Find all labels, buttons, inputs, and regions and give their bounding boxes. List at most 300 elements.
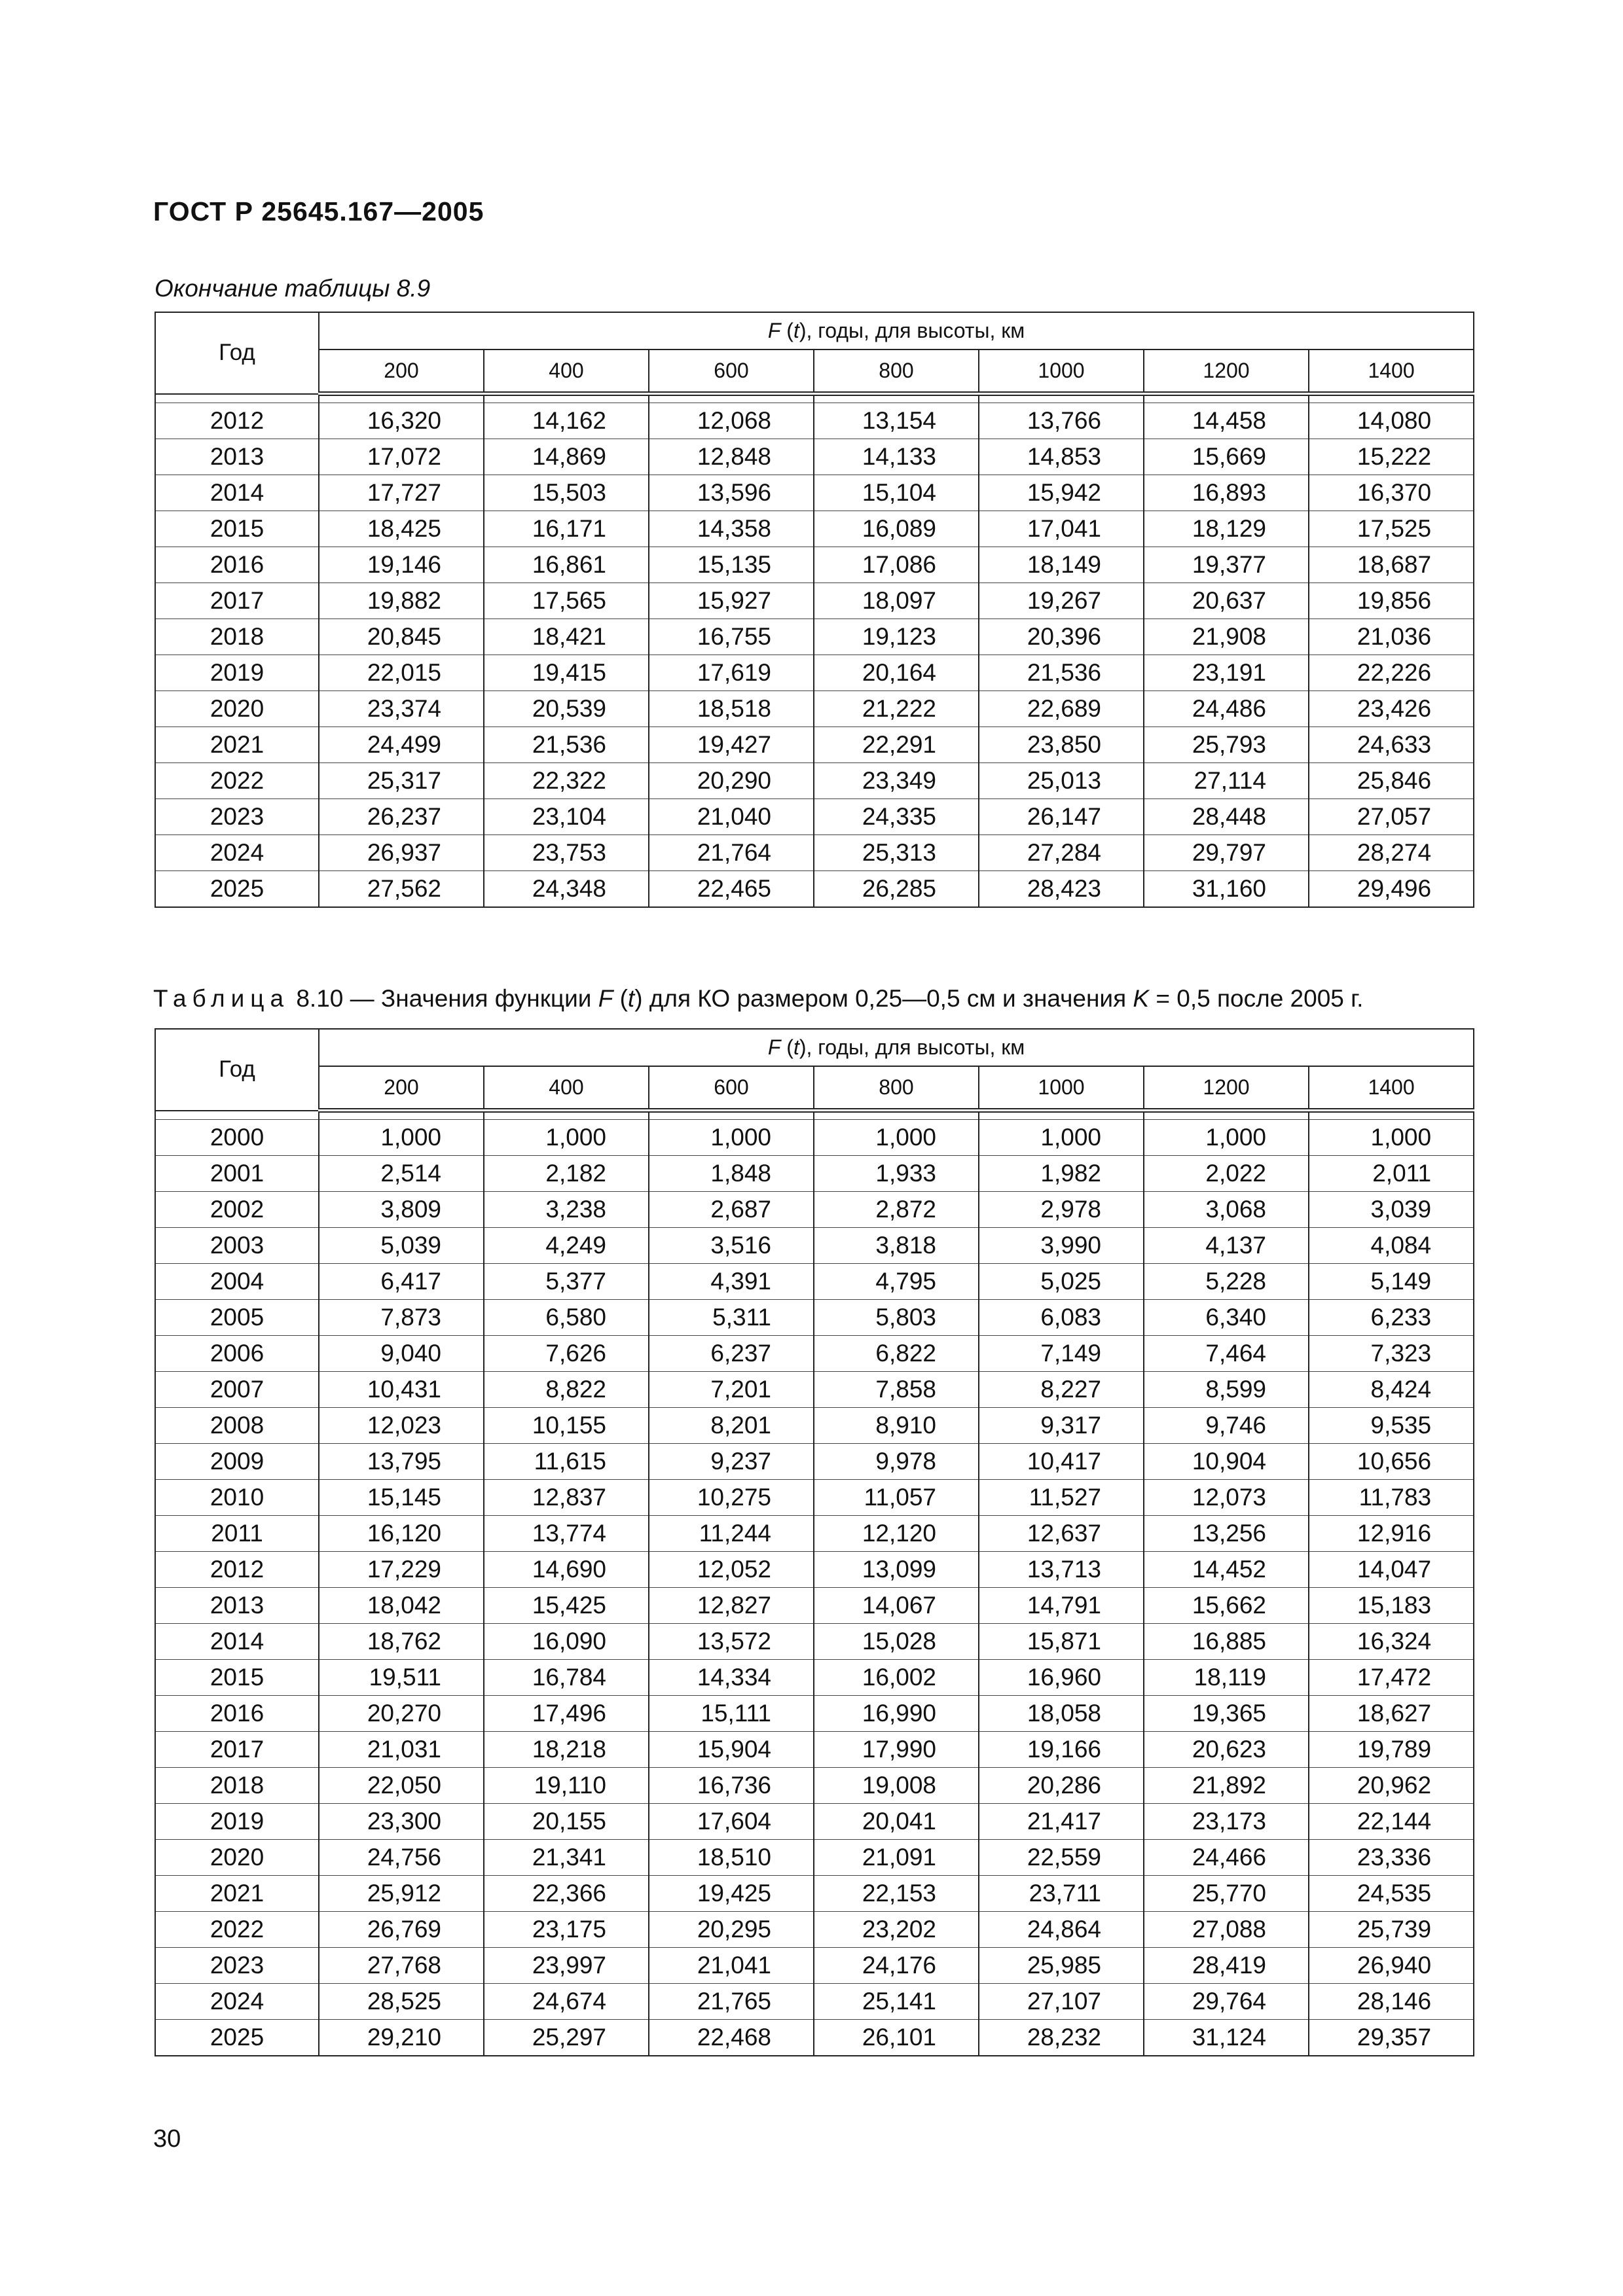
table-row <box>155 1264 1474 1300</box>
value-cell: 17,619 <box>649 655 814 691</box>
function-argument: t <box>793 319 799 342</box>
value-cell: 7,201 <box>649 1372 814 1408</box>
value-cell: 31,160 <box>1144 871 1309 908</box>
value-cell: 6,822 <box>814 1336 979 1372</box>
value-cell: 20,623 <box>1144 1732 1309 1768</box>
k-symbol: K <box>1133 985 1150 1012</box>
value-cell: 1,000 <box>1144 1120 1309 1156</box>
value-cell: 23,191 <box>1144 655 1309 691</box>
value-cell: 19,110 <box>484 1768 649 1804</box>
value-cell: 16,784 <box>484 1660 649 1696</box>
value-cell: 12,052 <box>649 1552 814 1588</box>
table-row <box>155 439 1474 475</box>
value-cell: 24,756 <box>319 1840 484 1876</box>
value-cell: 25,297 <box>484 2020 649 2056</box>
value-cell: 10,904 <box>1144 1444 1309 1480</box>
value-cell: 24,499 <box>319 727 484 763</box>
value-cell: 19,856 <box>1309 583 1474 619</box>
value-cell: 18,421 <box>484 619 649 655</box>
value-cell: 16,320 <box>319 403 484 439</box>
value-cell: 5,803 <box>814 1300 979 1336</box>
table-row <box>155 727 1474 763</box>
value-cell: 23,711 <box>979 1876 1144 1912</box>
value-cell: 17,565 <box>484 583 649 619</box>
year-cell: 2000 <box>155 1120 319 1156</box>
value-cell: 17,086 <box>814 547 979 583</box>
value-cell: 15,222 <box>1309 439 1474 475</box>
value-cell: 22,226 <box>1309 655 1474 691</box>
value-cell: 16,990 <box>814 1696 979 1732</box>
year-cell: 2022 <box>155 1912 319 1948</box>
year-cell: 2025 <box>155 871 319 908</box>
value-cell: 5,228 <box>1144 1264 1309 1300</box>
table-row <box>155 1660 1474 1696</box>
value-cell: 10,417 <box>979 1444 1144 1480</box>
year-cell: 2020 <box>155 691 319 727</box>
value-cell: 16,171 <box>484 511 649 547</box>
value-cell: 29,797 <box>1144 835 1309 871</box>
value-cell: 19,008 <box>814 1768 979 1804</box>
value-cell: 11,527 <box>979 1480 1144 1516</box>
value-cell: 21,536 <box>979 655 1144 691</box>
table-row <box>155 655 1474 691</box>
value-cell: 13,766 <box>979 403 1144 439</box>
value-cell: 4,084 <box>1309 1228 1474 1264</box>
table-row <box>155 1228 1474 1264</box>
value-cell: 14,334 <box>649 1660 814 1696</box>
value-cell: 9,535 <box>1309 1408 1474 1444</box>
value-cell: 14,853 <box>979 439 1144 475</box>
value-cell: 25,793 <box>1144 727 1309 763</box>
year-cell: 2002 <box>155 1192 319 1228</box>
value-cell: 15,028 <box>814 1624 979 1660</box>
table-row <box>155 1876 1474 1912</box>
height-column-header: 600 <box>649 350 814 394</box>
table-row <box>155 1372 1474 1408</box>
value-cell: 16,089 <box>814 511 979 547</box>
value-cell: 15,904 <box>649 1732 814 1768</box>
year-cell: 2012 <box>155 403 319 439</box>
value-cell: 7,323 <box>1309 1336 1474 1372</box>
value-cell: 28,448 <box>1144 799 1309 835</box>
value-cell: 11,057 <box>814 1480 979 1516</box>
value-cell: 19,882 <box>319 583 484 619</box>
value-cell: 18,425 <box>319 511 484 547</box>
value-cell: 19,365 <box>1144 1696 1309 1732</box>
value-cell: 12,827 <box>649 1588 814 1624</box>
value-cell: 21,892 <box>1144 1768 1309 1804</box>
value-cell: 4,795 <box>814 1264 979 1300</box>
value-cell: 18,627 <box>1309 1696 1474 1732</box>
value-cell: 20,396 <box>979 619 1144 655</box>
value-cell: 13,572 <box>649 1624 814 1660</box>
value-cell: 29,496 <box>1309 871 1474 908</box>
value-cell: 25,912 <box>319 1876 484 1912</box>
year-cell: 2020 <box>155 1840 319 1876</box>
value-cell: 1,982 <box>979 1156 1144 1192</box>
table-row <box>155 1408 1474 1444</box>
value-cell: 1,000 <box>484 1120 649 1156</box>
value-cell: 14,791 <box>979 1588 1144 1624</box>
value-cell: 14,690 <box>484 1552 649 1588</box>
value-cell: 24,535 <box>1309 1876 1474 1912</box>
value-cell: 27,114 <box>1144 763 1309 799</box>
value-cell: 3,818 <box>814 1228 979 1264</box>
year-cell: 2008 <box>155 1408 319 1444</box>
year-cell: 2009 <box>155 1444 319 1480</box>
value-cell: 26,285 <box>814 871 979 908</box>
value-cell: 27,562 <box>319 871 484 908</box>
value-cell: 28,419 <box>1144 1948 1309 1984</box>
value-cell: 15,104 <box>814 475 979 511</box>
value-cell: 29,764 <box>1144 1984 1309 2020</box>
value-cell: 18,762 <box>319 1624 484 1660</box>
value-cell: 18,058 <box>979 1696 1144 1732</box>
value-cell: 19,146 <box>319 547 484 583</box>
year-cell: 2016 <box>155 1696 319 1732</box>
value-cell: 19,267 <box>979 583 1144 619</box>
value-cell: 20,164 <box>814 655 979 691</box>
height-column-header: 1400 <box>1309 1066 1474 1111</box>
value-cell: 7,149 <box>979 1336 1144 1372</box>
value-cell: 17,496 <box>484 1696 649 1732</box>
value-cell: 23,175 <box>484 1912 649 1948</box>
value-cell: 5,311 <box>649 1300 814 1336</box>
value-cell: 26,937 <box>319 835 484 871</box>
value-cell: 19,123 <box>814 619 979 655</box>
value-cell: 14,458 <box>1144 403 1309 439</box>
value-cell: 25,770 <box>1144 1876 1309 1912</box>
value-cell: 15,425 <box>484 1588 649 1624</box>
year-cell: 2019 <box>155 1804 319 1840</box>
value-cell: 13,596 <box>649 475 814 511</box>
year-cell: 2024 <box>155 1984 319 2020</box>
value-cell: 15,669 <box>1144 439 1309 475</box>
value-cell: 22,015 <box>319 655 484 691</box>
value-cell: 3,990 <box>979 1228 1144 1264</box>
value-cell: 18,218 <box>484 1732 649 1768</box>
value-cell: 23,426 <box>1309 691 1474 727</box>
year-cell: 2004 <box>155 1264 319 1300</box>
value-cell: 6,237 <box>649 1336 814 1372</box>
value-cell: 21,040 <box>649 799 814 835</box>
value-cell: 15,183 <box>1309 1588 1474 1624</box>
value-cell: 1,933 <box>814 1156 979 1192</box>
height-group-label: , годы, для высоты, км <box>806 1035 1025 1059</box>
height-column-header: 200 <box>319 1066 484 1111</box>
table-row <box>155 871 1474 908</box>
function-argument: t <box>793 1035 799 1059</box>
height-column-header: 1200 <box>1144 1066 1309 1111</box>
value-cell: 8,910 <box>814 1408 979 1444</box>
value-cell: 9,040 <box>319 1336 484 1372</box>
value-cell: 16,002 <box>814 1660 979 1696</box>
value-cell: 19,377 <box>1144 547 1309 583</box>
value-cell: 21,222 <box>814 691 979 727</box>
height-group-header: F (t), годы, для высоты, км <box>319 312 1474 350</box>
value-cell: 20,845 <box>319 619 484 655</box>
document-title: ГОСТ Р 25645.167—2005 <box>153 196 484 226</box>
value-cell: 15,942 <box>979 475 1144 511</box>
value-cell: 24,466 <box>1144 1840 1309 1876</box>
table2-caption: Таблица 8.10 — Значения функции F (t) для КО размером 0,25—0,5 см и значения K = 0,5 после 2005 г. <box>153 985 1364 1012</box>
value-cell: 16,370 <box>1309 475 1474 511</box>
value-cell: 24,864 <box>979 1912 1144 1948</box>
year-cell: 2023 <box>155 799 319 835</box>
value-cell: 22,144 <box>1309 1804 1474 1840</box>
year-cell: 2005 <box>155 1300 319 1336</box>
height-group-label: , годы, для высоты, км <box>806 319 1025 342</box>
value-cell: 26,940 <box>1309 1948 1474 1984</box>
year-cell: 2003 <box>155 1228 319 1264</box>
height-column-header: 1000 <box>979 1066 1144 1111</box>
value-cell: 28,423 <box>979 871 1144 908</box>
value-cell: 21,091 <box>814 1840 979 1876</box>
value-cell: 13,713 <box>979 1552 1144 1588</box>
function-symbol: F <box>767 1035 781 1059</box>
value-cell: 7,858 <box>814 1372 979 1408</box>
year-cell: 2021 <box>155 727 319 763</box>
value-cell: 17,525 <box>1309 511 1474 547</box>
value-cell: 16,885 <box>1144 1624 1309 1660</box>
year-cell: 2022 <box>155 763 319 799</box>
value-cell: 3,039 <box>1309 1192 1474 1228</box>
value-cell: 10,656 <box>1309 1444 1474 1480</box>
table-row <box>155 583 1474 619</box>
value-cell: 16,324 <box>1309 1624 1474 1660</box>
table-row <box>155 835 1474 871</box>
value-cell: 2,872 <box>814 1192 979 1228</box>
value-cell: 21,764 <box>649 835 814 871</box>
value-cell: 1,000 <box>1309 1120 1474 1156</box>
value-cell: 12,120 <box>814 1516 979 1552</box>
function-symbol: F <box>767 319 781 342</box>
value-cell: 27,768 <box>319 1948 484 1984</box>
value-cell: 16,861 <box>484 547 649 583</box>
table-row <box>155 1480 1474 1516</box>
value-cell: 25,317 <box>319 763 484 799</box>
year-cell: 2010 <box>155 1480 319 1516</box>
value-cell: 14,133 <box>814 439 979 475</box>
value-cell: 21,908 <box>1144 619 1309 655</box>
table-row <box>155 1156 1474 1192</box>
value-cell: 20,270 <box>319 1696 484 1732</box>
value-cell: 4,137 <box>1144 1228 1309 1264</box>
value-cell: 23,753 <box>484 835 649 871</box>
value-cell: 26,769 <box>319 1912 484 1948</box>
value-cell: 14,067 <box>814 1588 979 1624</box>
function-symbol: F <box>598 985 613 1012</box>
value-cell: 23,202 <box>814 1912 979 1948</box>
value-cell: 9,237 <box>649 1444 814 1480</box>
value-cell: 15,927 <box>649 583 814 619</box>
value-cell: 13,795 <box>319 1444 484 1480</box>
table-row <box>155 1336 1474 1372</box>
table-row <box>155 799 1474 835</box>
height-column-header: 1200 <box>1144 350 1309 394</box>
value-cell: 14,869 <box>484 439 649 475</box>
value-cell: 8,201 <box>649 1408 814 1444</box>
value-cell: 26,101 <box>814 2020 979 2056</box>
value-cell: 27,088 <box>1144 1912 1309 1948</box>
value-cell: 1,848 <box>649 1156 814 1192</box>
value-cell: 6,340 <box>1144 1300 1309 1336</box>
value-cell: 14,162 <box>484 403 649 439</box>
table-row <box>155 1192 1474 1228</box>
value-cell: 12,637 <box>979 1516 1144 1552</box>
value-cell: 22,465 <box>649 871 814 908</box>
value-cell: 16,755 <box>649 619 814 655</box>
value-cell: 1,000 <box>979 1120 1144 1156</box>
table1-caption: Окончание таблицы 8.9 <box>155 275 431 302</box>
value-cell: 1,000 <box>319 1120 484 1156</box>
value-cell: 17,990 <box>814 1732 979 1768</box>
value-cell: 18,129 <box>1144 511 1309 547</box>
table-8-9-end <box>155 312 1474 908</box>
value-cell: 3,809 <box>319 1192 484 1228</box>
value-cell: 28,232 <box>979 2020 1144 2056</box>
value-cell: 23,300 <box>319 1804 484 1840</box>
value-cell: 14,080 <box>1309 403 1474 439</box>
value-cell: 25,739 <box>1309 1912 1474 1948</box>
height-group-header: F (t), годы, для высоты, км <box>319 1029 1474 1066</box>
value-cell: 22,153 <box>814 1876 979 1912</box>
value-cell: 24,674 <box>484 1984 649 2020</box>
value-cell: 24,348 <box>484 871 649 908</box>
value-cell: 2,978 <box>979 1192 1144 1228</box>
value-cell: 17,604 <box>649 1804 814 1840</box>
table2-body <box>155 1111 1474 2056</box>
value-cell: 17,727 <box>319 475 484 511</box>
table-row <box>155 1804 1474 1840</box>
value-cell: 3,238 <box>484 1192 649 1228</box>
year-column-header: Год <box>155 312 319 394</box>
value-cell: 21,036 <box>1309 619 1474 655</box>
value-cell: 2,687 <box>649 1192 814 1228</box>
page-number: 30 <box>153 2125 181 2153</box>
value-cell: 13,774 <box>484 1516 649 1552</box>
value-cell: 12,848 <box>649 439 814 475</box>
table-row <box>155 1624 1474 1660</box>
value-cell: 3,516 <box>649 1228 814 1264</box>
value-cell: 22,559 <box>979 1840 1144 1876</box>
value-cell: 27,284 <box>979 835 1144 871</box>
table-row <box>155 619 1474 655</box>
value-cell: 24,633 <box>1309 727 1474 763</box>
year-cell: 2014 <box>155 475 319 511</box>
value-cell: 19,511 <box>319 1660 484 1696</box>
value-cell: 20,962 <box>1309 1768 1474 1804</box>
value-cell: 21,536 <box>484 727 649 763</box>
value-cell: 13,099 <box>814 1552 979 1588</box>
value-cell: 28,274 <box>1309 835 1474 871</box>
value-cell: 20,290 <box>649 763 814 799</box>
value-cell: 18,518 <box>649 691 814 727</box>
value-cell: 27,107 <box>979 1984 1144 2020</box>
value-cell: 14,358 <box>649 511 814 547</box>
year-cell: 2013 <box>155 1588 319 1624</box>
value-cell: 22,689 <box>979 691 1144 727</box>
table-row <box>155 763 1474 799</box>
value-cell: 4,391 <box>649 1264 814 1300</box>
value-cell: 5,377 <box>484 1264 649 1300</box>
value-cell: 3,068 <box>1144 1192 1309 1228</box>
year-cell: 2017 <box>155 1732 319 1768</box>
value-cell: 25,141 <box>814 1984 979 2020</box>
value-cell: 9,746 <box>1144 1408 1309 1444</box>
year-cell: 2007 <box>155 1372 319 1408</box>
value-cell: 7,626 <box>484 1336 649 1372</box>
value-cell: 20,295 <box>649 1912 814 1948</box>
value-cell: 16,120 <box>319 1516 484 1552</box>
year-cell: 2017 <box>155 583 319 619</box>
value-cell: 2,011 <box>1309 1156 1474 1192</box>
value-cell: 22,291 <box>814 727 979 763</box>
year-column-header: Год <box>155 1029 319 1111</box>
value-cell: 11,244 <box>649 1516 814 1552</box>
value-cell: 24,486 <box>1144 691 1309 727</box>
value-cell: 1,000 <box>814 1120 979 1156</box>
value-cell: 26,237 <box>319 799 484 835</box>
table-word: Таблица <box>153 985 290 1012</box>
table-row <box>155 1984 1474 2020</box>
table-row <box>155 475 1474 511</box>
value-cell: 23,336 <box>1309 1840 1474 1876</box>
year-cell: 2013 <box>155 439 319 475</box>
value-cell: 16,893 <box>1144 475 1309 511</box>
value-cell: 13,256 <box>1144 1516 1309 1552</box>
value-cell: 22,050 <box>319 1768 484 1804</box>
year-cell: 2023 <box>155 1948 319 1984</box>
year-cell: 2015 <box>155 511 319 547</box>
function-argument: t <box>627 985 635 1012</box>
value-cell: 20,155 <box>484 1804 649 1840</box>
value-cell: 17,229 <box>319 1552 484 1588</box>
value-cell: 7,464 <box>1144 1336 1309 1372</box>
value-cell: 16,736 <box>649 1768 814 1804</box>
value-cell: 23,349 <box>814 763 979 799</box>
value-cell: 5,039 <box>319 1228 484 1264</box>
value-cell: 18,119 <box>1144 1660 1309 1696</box>
table-row <box>155 1768 1474 1804</box>
year-cell: 2019 <box>155 655 319 691</box>
year-cell: 2021 <box>155 1876 319 1912</box>
value-cell: 21,041 <box>649 1948 814 1984</box>
value-cell: 11,615 <box>484 1444 649 1480</box>
value-cell: 6,580 <box>484 1300 649 1336</box>
value-cell: 8,227 <box>979 1372 1144 1408</box>
value-cell: 25,013 <box>979 763 1144 799</box>
value-cell: 26,147 <box>979 799 1144 835</box>
value-cell: 15,145 <box>319 1480 484 1516</box>
value-cell: 21,341 <box>484 1840 649 1876</box>
value-cell: 27,057 <box>1309 799 1474 835</box>
year-cell: 2006 <box>155 1336 319 1372</box>
value-cell: 31,124 <box>1144 2020 1309 2056</box>
value-cell: 7,873 <box>319 1300 484 1336</box>
value-cell: 10,431 <box>319 1372 484 1408</box>
table-row <box>155 1120 1474 1156</box>
value-cell: 2,022 <box>1144 1156 1309 1192</box>
year-cell: 2001 <box>155 1156 319 1192</box>
value-cell: 25,985 <box>979 1948 1144 1984</box>
value-cell: 10,155 <box>484 1408 649 1444</box>
table-row <box>155 1444 1474 1480</box>
value-cell: 14,452 <box>1144 1552 1309 1588</box>
value-cell: 6,083 <box>979 1300 1144 1336</box>
height-column-header: 1400 <box>1309 350 1474 394</box>
table-row <box>155 1588 1474 1624</box>
